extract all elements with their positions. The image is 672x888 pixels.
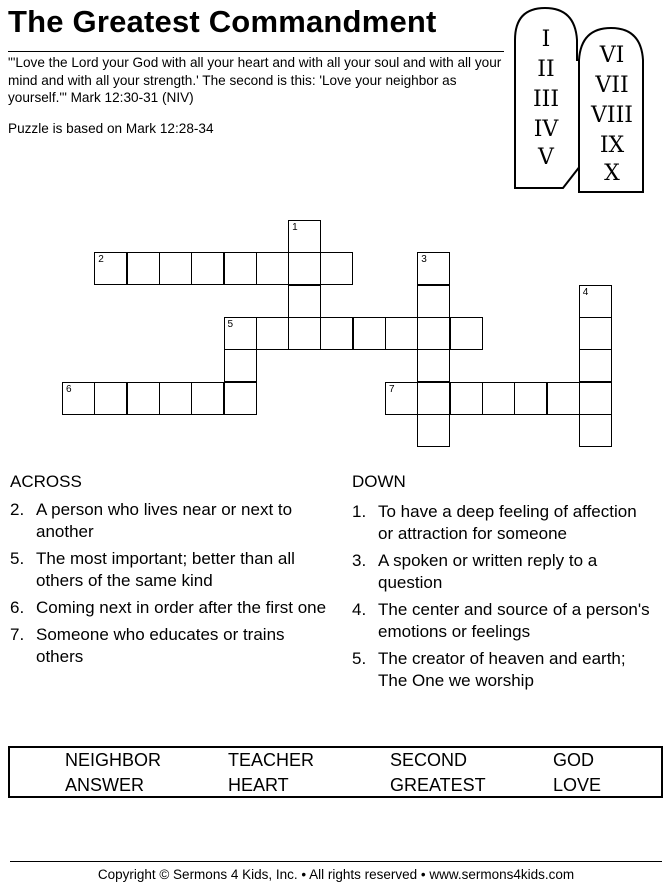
clue-number: 2 [98,254,104,266]
crossword-cell[interactable] [224,317,257,350]
crossword-cell[interactable] [127,252,160,285]
crossword-cell[interactable] [288,317,321,350]
clue-number: 7 [389,383,395,395]
crossword-cell[interactable] [450,317,483,350]
crossword-cell[interactable] [191,382,224,415]
commandment-tablets-icon [505,2,665,194]
word-bank-item: NEIGHBOR [65,750,162,770]
numeral-r3: VIII [591,103,633,128]
crossword-cell[interactable] [320,252,353,285]
down-heading: DOWN [352,472,406,491]
crossword-cell[interactable] [417,382,450,415]
word-bank-item: GOD [553,750,595,770]
crossword-cell[interactable] [94,382,127,415]
word-bank-item: SECOND [390,750,468,770]
crossword-cell[interactable] [579,317,612,350]
crossword-cell[interactable] [417,317,450,350]
down-clue: 4. The center and source of a person's emotions or feelings [352,600,650,641]
down-clue: 5. The creator of heaven and earth; The One we worship [352,649,626,690]
crossword-cell[interactable] [224,252,257,285]
crossword-cell[interactable] [385,382,418,415]
crossword-cell[interactable] [224,382,257,415]
clue-number: 5 [227,318,234,330]
numeral-l5: V [538,145,554,170]
word-bank-item: TEACHER [228,750,315,770]
copyright-footer: Copyright © Sermons 4 Kids, Inc. • All rights reserved • www.sermons4kids.com [97,867,575,882]
crossword-cell[interactable] [256,317,289,350]
crossword-cell[interactable] [320,317,353,350]
across-heading: ACROSS [10,472,82,491]
scripture-source: Puzzle is based on Mark 12:28-34 [8,121,214,136]
clue-number: 1 [292,222,298,233]
crossword-cell[interactable] [547,382,580,415]
crossword-cell[interactable] [385,317,418,350]
down-clue: 1. To have a deep feeling of affection or attraction for someone [352,502,637,543]
numeral-r5: X [604,161,620,186]
crossword-cell[interactable] [450,382,483,415]
across-clue: 7. Someone who educates or trains others [10,625,285,666]
crossword-cell[interactable] [94,252,127,285]
crossword-cell[interactable] [256,252,289,285]
word-bank-item: GREATEST [390,775,486,795]
crossword-cell[interactable] [417,414,450,447]
scripture-verse: "'Love the Lord your God with all your heart and with all your soul and with all your mind and with all your strength.' The second is this: 'Love your neighbor as yourself.'" Mark 12:30-31 (NIV) [8,55,502,105]
numeral-l2: II [537,57,555,82]
word-bank-item: LOVE [553,775,602,795]
numeral-r4: IX [599,133,625,158]
numeral-l1: I [541,27,551,52]
page-title: The Greatest Commandment [8,4,437,39]
crossword-cell[interactable] [288,252,321,285]
crossword-cell[interactable] [579,414,612,447]
crossword-cell[interactable] [353,317,386,350]
crossword-cell[interactable] [514,382,547,415]
numeral-l4: IV [533,117,559,142]
down-clue: 3. A spoken or written reply to a question [352,551,598,592]
crossword-cell[interactable] [417,349,450,382]
crossword-cell[interactable] [417,252,450,285]
crossword-cell[interactable] [224,349,257,382]
crossword-cell[interactable] [191,252,224,285]
title-divider [8,51,504,52]
clue-number: 4 [582,286,589,298]
crossword-cell[interactable] [288,285,321,318]
across-clues [10,499,330,673]
word-bank-item: ANSWER [65,775,145,795]
crossword-cell[interactable] [159,252,192,285]
crossword-cell[interactable] [159,382,192,415]
word-bank-item: HEART [228,775,289,795]
across-clue: 5. The most important; better than all others of the same kind [10,549,295,590]
clue-number: 6 [66,383,72,395]
crossword-cell[interactable] [482,382,515,415]
numeral-l3: III [532,87,560,112]
numeral-r2: VII [595,73,629,98]
clue-number: 3 [421,254,427,266]
footer-divider [10,861,662,862]
crossword-cell[interactable] [579,349,612,382]
across-clue: 6. Coming next in order after the first one [10,598,327,617]
numeral-r1: VI [599,43,625,68]
crossword-cell[interactable] [417,285,450,318]
word-bank [8,746,663,798]
crossword-cell[interactable] [579,285,612,318]
crossword-cell[interactable] [288,220,321,253]
across-clue: 2. A person who lives near or next to another [10,500,293,541]
crossword-cell[interactable] [127,382,160,415]
down-clues [352,501,652,697]
crossword-cell[interactable] [579,382,612,415]
crossword-cell[interactable] [62,382,95,415]
